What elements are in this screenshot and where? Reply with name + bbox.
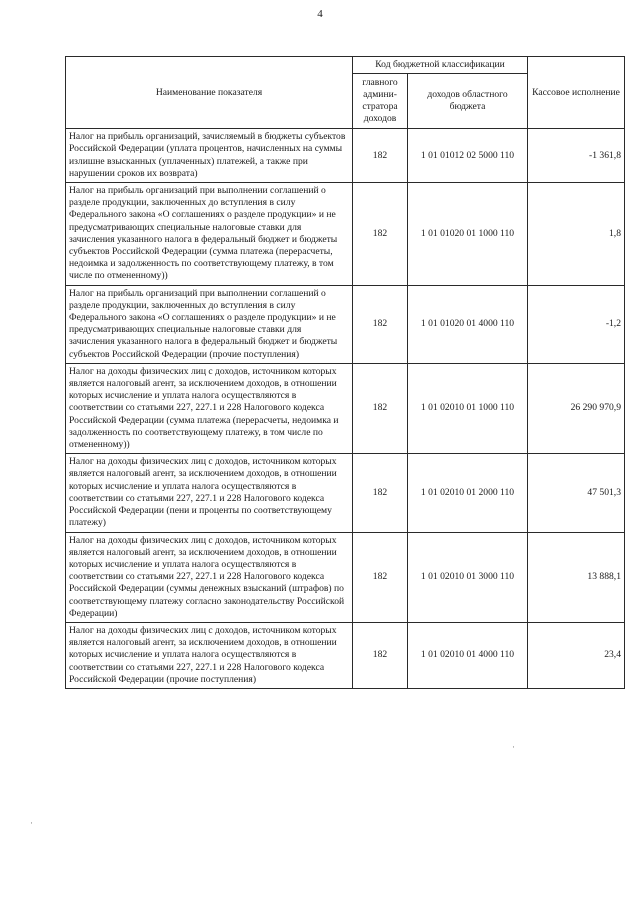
admin-code: 182	[353, 285, 408, 363]
revenue-code: 1 01 02010 01 2000 110	[408, 454, 528, 532]
indicator-name: Налог на прибыль организаций при выполнении соглашений о разделе продукции, заключенных до вступления в силу Федерального закона «О соглашениях о разделе продукции» и не предусматривающих специальные налоговые ставки для зачисления указанного налога в федеральный бюджет и бюджеты субъектов Российской Федерации (сумма платежа (перерасчеты, недоимка и задолженность по соответствующему платежу, в том числе по отмененному))	[66, 183, 353, 286]
admin-code: 182	[353, 532, 408, 622]
revenue-code: 1 01 01020 01 4000 110	[408, 285, 528, 363]
revenue-code: 1 01 01020 01 1000 110	[408, 183, 528, 286]
indicator-name: Налог на прибыль организаций, зачисляемый в бюджеты субъектов Российской Федерации (уплата процентов, начисленных на суммы излишне взысканных (уплаченных) платежей, а также при нарушении сроков их возврата)	[66, 129, 353, 183]
cash-execution-amount: 26 290 970,9	[528, 363, 625, 453]
header-classification-code: Код бюджетной классификации	[353, 57, 528, 74]
cash-execution-amount: 23,4	[528, 622, 625, 688]
table-row	[66, 285, 625, 363]
revenue-code: 1 01 02010 01 3000 110	[408, 532, 528, 622]
table-row	[66, 183, 625, 286]
indicator-name: Налог на доходы физических лиц с доходов, источником которых является налоговый агент, за исключением доходов, в отношении которых исчисление и уплата налога осуществляются в соответствии со статьями 227, 227.1 и 228 Налогового кодекса Российской Федерации (пени и проценты по соответствующему платежу)	[66, 454, 353, 532]
revenue-code: 1 01 02010 01 1000 110	[408, 363, 528, 453]
indicator-name: Налог на доходы физических лиц с доходов, источником которых является налоговый агент, за исключением доходов, в отношении которых исчисление и уплата налога осуществляются в соответствии со статьями 227, 227.1 и 228 Налогового кодекса Российской Федерации (сумма платежа (перерасчеты, недоимка и задолженность по соответствующему платежу, в том числе по отмененному))	[66, 363, 353, 453]
cash-execution-amount: 47 501,3	[528, 454, 625, 532]
scan-dot-mark: ·	[30, 818, 33, 828]
table-row	[66, 129, 625, 183]
revenue-code: 1 01 01012 02 5000 110	[408, 129, 528, 183]
admin-code: 182	[353, 622, 408, 688]
table-row	[66, 532, 625, 622]
header-regional-revenue: доходов областного бюджета	[408, 74, 528, 129]
indicator-name: Налог на доходы физических лиц с доходов, источником которых является налоговый агент, за исключением доходов, в отношении которых исчисление и уплата налога осуществляются в соответствии со статьями 227, 227.1 и 228 Налогового кодекса Российской Федерации (прочие поступления)	[66, 622, 353, 688]
cash-execution-amount: 1,8	[528, 183, 625, 286]
cash-execution-amount: -1 361,8	[528, 129, 625, 183]
indicator-name: Налог на доходы физических лиц с доходов, источником которых является налоговый агент, за исключением доходов, в отношении которых исчисление и уплата налога осуществляются в соответствии со статьями 227, 227.1 и 228 Налогового кодекса Российской Федерации (суммы денежных взысканий (штрафов) по соответствующему платежу согласно законодательству Российской Федерации)	[66, 532, 353, 622]
table-row	[66, 363, 625, 453]
header-indicator-name: Наименование показателя	[66, 57, 353, 129]
header-chief-administrator: главного админи-стратора доходов	[353, 74, 408, 129]
page-number: 4	[317, 8, 323, 20]
header-cash-execution: Кассовое исполнение	[528, 57, 625, 129]
admin-code: 182	[353, 363, 408, 453]
cash-execution-amount: -1,2	[528, 285, 625, 363]
cash-execution-amount: 13 888,1	[528, 532, 625, 622]
indicator-name: Налог на прибыль организаций при выполнении соглашений о разделе продукции, заключенных до вступления в силу Федерального закона «О соглашениях о разделе продукции» и не предусматривающих специальные налоговые ставки для зачисления указанного налога в федеральный бюджет и бюджеты субъектов Российской Федерации (прочие поступления)	[66, 285, 353, 363]
budget-revenue-table	[65, 56, 625, 689]
admin-code: 182	[353, 183, 408, 286]
scan-dot-mark: ·	[512, 742, 515, 752]
admin-code: 182	[353, 129, 408, 183]
admin-code: 182	[353, 454, 408, 532]
revenue-code: 1 01 02010 01 4000 110	[408, 622, 528, 688]
table-row	[66, 622, 625, 688]
table-row	[66, 454, 625, 532]
